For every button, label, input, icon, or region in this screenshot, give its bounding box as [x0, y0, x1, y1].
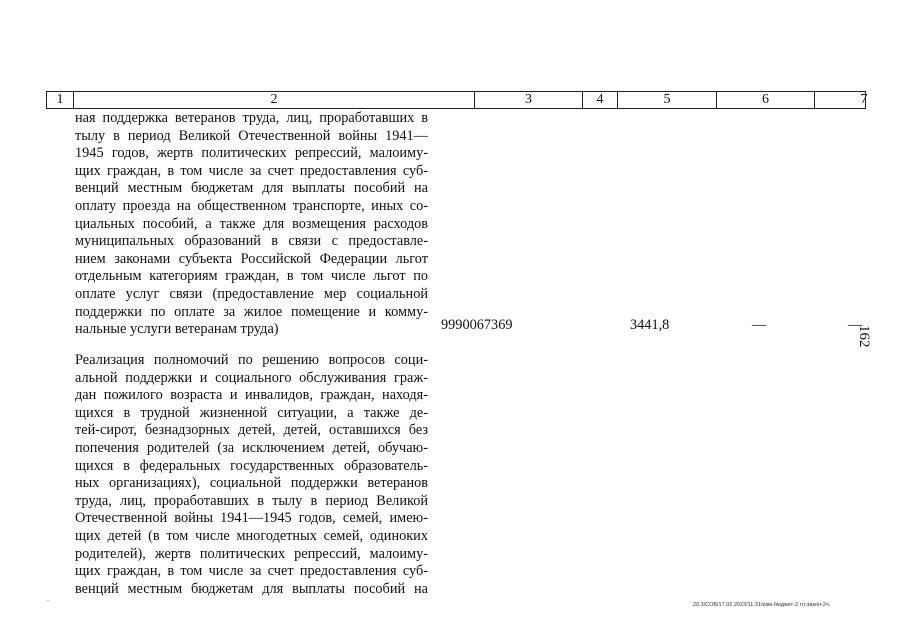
header-col-3: 3 — [475, 92, 583, 108]
text-line: поддержки по оплате за жилое помещение и комму- — [75, 303, 428, 320]
entry-2-description — [75, 352, 428, 598]
text-line: альной поддержки и социального обслуживания граж- — [75, 369, 428, 386]
page-number: 162 — [856, 325, 872, 348]
footer-file-stamp: 20.3/СОВ/17.02.2023/11:31/изм-бюджет-2 тп-закон-2ч. — [693, 602, 831, 608]
text-line: Реализация полномочий по решению вопросов соци- — [75, 352, 428, 368]
header-col-2: 2 — [74, 92, 475, 108]
text-line: оплату проезда на общественном транспорте, иных со- — [75, 197, 428, 214]
scan-speck — [47, 600, 49, 601]
text-line: ных организациях), социальной поддержки ветеранов — [75, 475, 428, 492]
text-line: тей-сирот, безнадзорных детей, детей, оставшихся без — [75, 422, 428, 439]
text-line: попечения родителей (за исключением детей, обучаю- — [75, 439, 428, 456]
header-col-7: 7 — [860, 92, 868, 107]
header-col-4: 4 — [583, 92, 618, 108]
entry-1-description — [75, 110, 428, 339]
text-line: ная поддержка ветеранов труда, лиц, проработавших в — [75, 110, 428, 126]
text-line: нием законами субъекта Российской Федерации льгот — [75, 250, 428, 267]
text-line: щихся в трудной жизненной ситуации, а также де- — [75, 404, 428, 421]
header-col-5: 5 — [618, 92, 717, 108]
text-line: Отечественной войны 1941—1945 годов, семей, имею- — [75, 510, 428, 527]
text-line: 1945 годов, жертв политических репрессий, малоиму- — [75, 145, 428, 162]
entry-1-amount: 3441,8 — [630, 317, 670, 333]
entry-1-col6-dash: — — [752, 317, 767, 333]
text-line: щих детей (в том числе многодетных семей, одиноких — [75, 527, 428, 544]
text-line: муниципальных образований в связи с предоставле- — [75, 233, 428, 250]
text-line: венций местным бюджетам для выплаты пособий на — [75, 180, 428, 197]
text-line: щих граждан, в том числе за счет предоставления суб- — [75, 563, 428, 580]
text-line: труда, лиц, проработавших в тылу в период Великой — [75, 492, 428, 509]
text-line: оплате услуг связи (предоставление мер социальной — [75, 285, 428, 302]
text-line: родителей), жертв политических репрессий, малоиму- — [75, 545, 428, 562]
text-line: щихся в федеральных государственных образователь- — [75, 457, 428, 474]
header-col-6: 6 — [717, 92, 815, 108]
text-line: циальных пособий, а также для возмещения расходов — [75, 215, 428, 232]
text-line: дан пожилого возраста и инвалидов, граждан, находя- — [75, 387, 428, 404]
text-line: тылу в период Великой Отечественной войны 1941— — [75, 127, 428, 144]
text-line: щих граждан, в том числе за счет предоставления суб- — [75, 162, 428, 179]
entry-1-code: 9990067369 — [441, 317, 513, 333]
text-line: нальные услуги ветеранам труда) — [75, 321, 279, 338]
entry-1-col7-dash: — — [848, 317, 863, 333]
text-line: венций местным бюджетам для выплаты пособий на — [75, 580, 428, 597]
column-number-header — [46, 91, 866, 109]
header-col-1: 1 — [47, 92, 74, 108]
text-line: отдельным категориям граждан, в том числе льгот по — [75, 268, 428, 285]
